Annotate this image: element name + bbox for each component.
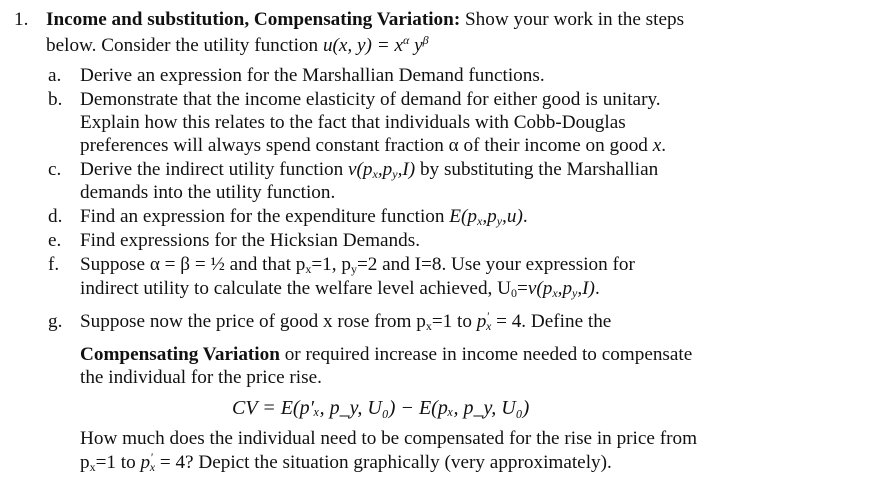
cv-equation: CV = E(p′ₓ, p_y, U₀) − E(pₓ, p_y, U₀) [232,397,530,419]
part-c-label: c. [48,159,62,180]
part-a-text: Derive an expression for the Marshallian Demand functions. [80,65,545,86]
part-e-line1: Find expressions for the Hicksian Demands. [80,230,420,251]
question-title-line [46,8,684,32]
utility-function: u(x, $y) = x^\alpha$ $y^\beta$ [322,33,429,56]
question-intro-1: Show your work in the steps [460,9,685,30]
expenditure-fn: $E(p_x,p_y,u)$ [449,206,523,228]
part-a-label: a. [48,65,62,86]
part-b-line2: Explain how this relates to the fact that individuals with Cobb-Douglas [80,112,626,133]
part-f-line1: Suppose α = β = ½ and that $p_x=1$, $p_y=2$ and I=8. Use your expression for [80,254,635,276]
part-g-line2: Compensating Variation or required increase in income needed to compensate [80,344,693,365]
part-b-label: b. [48,89,63,110]
part-g-line1: Suppose now the price of good x rose from $p_x=1$ to $p'_x = 4$. Define the [80,309,612,333]
question-intro-line [46,34,429,58]
part-d-line1: Find an expression for the expenditure function $E(p_x,p_y,u)$. [80,206,528,228]
part-b-line3: preferences will always spend constant fraction α of their income on good x. [80,135,667,156]
compensating-variation-term: Compensating Variation [80,344,280,365]
question-number: 1. [14,9,29,30]
part-g-line4: How much does the individual need to be compensated for the rise in price from [80,428,698,449]
part-b-line1: Demonstrate that the income elasticity of demand for either good is unitary. [80,89,661,110]
part-g-label: g. [48,311,63,332]
question-intro-2: below. Consider the utility function [46,35,323,56]
part-f-line2: indirect utility to calculate the welfare level achieved, $U_0=v(p_x,p_y,I)$. [80,278,600,300]
part-d-label: d. [48,206,63,227]
part-g-line5: $p_x=1$ to $p'_x = 4$? Depict the situation graphically (very approximately). [80,450,612,474]
part-c-line2: demands into the utility function. [80,182,336,203]
part-g-line3: the individual for the price rise. [80,367,322,388]
part-e-label: e. [48,230,62,251]
part-c-line1: Derive the indirect utility function $v(p_x,p_y,I)$ by substituting the Marshallian [80,159,659,181]
indirect-utility-fn: $v(p_x,p_y,I)$ [348,159,416,181]
question-title: Income and substitution, Compensating Variation: [46,9,461,30]
part-f-label: f. [48,254,60,275]
